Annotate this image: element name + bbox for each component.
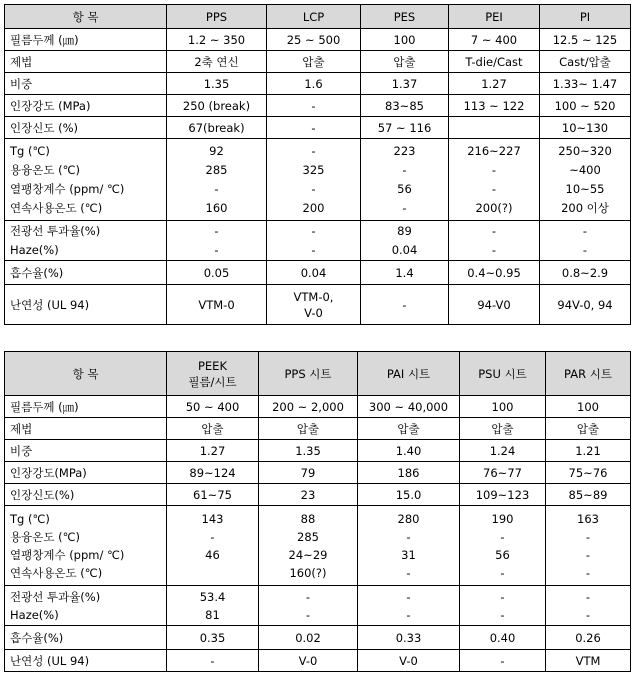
cell: -	[585, 565, 591, 580]
cell-group	[267, 221, 361, 261]
row-label: 필름두께 (㎛)	[5, 396, 167, 418]
cell: 83~85	[361, 95, 449, 117]
cell: 50 ~ 400	[167, 396, 259, 418]
cell: 0.4~0.95	[449, 261, 540, 285]
header-cell: LCP	[267, 5, 361, 29]
cell: 190	[491, 511, 514, 526]
row-label: 필름두께 (㎛)	[5, 29, 167, 51]
cell: 1.6	[267, 73, 361, 95]
cell: Cast/압출	[540, 51, 631, 73]
cell: 56	[397, 181, 412, 196]
cell-group	[167, 586, 259, 626]
cell-group	[460, 506, 546, 586]
cell-group	[460, 586, 546, 626]
cell: VTM	[546, 650, 631, 672]
header-cell: PAR 시트	[546, 352, 631, 396]
cell: -	[500, 589, 505, 604]
cell: 1.27	[449, 73, 540, 95]
cell: 61~75	[167, 484, 259, 506]
cell: -	[167, 650, 259, 672]
row-flammability	[5, 285, 631, 325]
cell: 325	[302, 162, 325, 177]
cell: -	[491, 242, 497, 257]
cell: 25 ~ 500	[267, 29, 361, 51]
cell: V-0	[358, 650, 460, 672]
cell: -	[361, 285, 449, 325]
cell: -	[267, 95, 361, 117]
row-label: Tg (℃)	[10, 143, 50, 158]
row-method	[5, 418, 631, 440]
header-cell: PSU 시트	[460, 352, 546, 396]
cell: -	[402, 162, 407, 177]
cell: 0.05	[167, 261, 267, 285]
cell: 285	[205, 162, 228, 177]
row-water-absorption	[5, 626, 631, 650]
cell: 56	[495, 547, 510, 562]
cell: -	[406, 529, 411, 544]
row-label: 인장강도(MPa)	[5, 462, 167, 484]
cell: 0.8~2.9	[540, 261, 631, 285]
cell: 81	[205, 607, 220, 622]
cell: -	[406, 607, 411, 622]
cell-group	[540, 139, 631, 221]
cell: 89	[397, 223, 412, 238]
row-film-thickness	[5, 29, 631, 51]
row-label: 비중	[5, 440, 167, 462]
row-water-absorption	[5, 261, 631, 285]
cell-group	[449, 221, 540, 261]
row-label: 제법	[5, 51, 167, 73]
cell: 1.35	[259, 440, 358, 462]
cell: -	[305, 607, 311, 622]
cell: 1.40	[358, 440, 460, 462]
cell: 10~55	[565, 181, 605, 196]
row-label-group	[5, 506, 167, 586]
properties-table-1	[4, 4, 631, 325]
cell: -	[214, 223, 219, 238]
cell: 250~320	[558, 143, 612, 158]
row-optical	[5, 586, 631, 626]
row-label: 전광선 투과율(%)	[10, 589, 101, 604]
row-label: 열팽창계수 (ppm/ ℃)	[10, 181, 125, 196]
row-label-group	[5, 221, 167, 261]
row-label: Tg (℃)	[10, 511, 50, 526]
cell: 압출	[267, 51, 361, 73]
cell-group	[167, 221, 267, 261]
cell: -	[311, 223, 316, 238]
cell: 24~29	[288, 547, 328, 562]
row-label: 용융온도 (℃)	[10, 529, 80, 544]
cell: -	[585, 547, 591, 562]
row-label-group	[5, 139, 167, 221]
header-row	[5, 352, 631, 396]
cell: 31	[401, 547, 416, 562]
cell-group	[449, 139, 540, 221]
cell: 1.35	[167, 73, 267, 95]
cell: 1.27	[167, 440, 259, 462]
cell: 100 ~ 520	[540, 95, 631, 117]
header-line: PEEK	[197, 358, 227, 373]
row-elongation	[5, 117, 631, 139]
cell: 88	[300, 511, 316, 526]
cell: 0.04	[391, 242, 418, 257]
cell-group	[361, 139, 449, 221]
cell: ~400	[569, 162, 601, 177]
cell-group	[259, 506, 358, 586]
cell: 1.24	[460, 440, 546, 462]
cell: 1.37	[361, 73, 449, 95]
row-flammability	[5, 650, 631, 672]
cell: -	[500, 529, 505, 544]
cell: V-0	[259, 650, 358, 672]
cell: 0.40	[460, 626, 546, 650]
row-label: 난연성 (UL 94)	[5, 285, 167, 325]
cell-group	[167, 139, 267, 221]
cell: 23	[259, 484, 358, 506]
cell: 압출	[361, 51, 449, 73]
row-label: Haze(%)	[10, 607, 59, 622]
cell-group	[546, 586, 631, 626]
cell: 94V-0, 94	[540, 285, 631, 325]
cell: 300 ~ 40,000	[358, 396, 460, 418]
header-cell: PPS	[167, 5, 267, 29]
cell: 160(?)	[289, 565, 327, 580]
cell: 0.04	[267, 261, 361, 285]
cell: 0.35	[167, 626, 259, 650]
cell: 1.21	[546, 440, 631, 462]
cell: 92	[209, 143, 224, 158]
row-label: 인장신도 (%)	[5, 117, 167, 139]
header-cell: PES	[361, 5, 449, 29]
cell-group	[358, 586, 460, 626]
cell: 압출	[358, 418, 460, 440]
cell: 109~123	[460, 484, 546, 506]
cell: 216~227	[467, 143, 521, 158]
cell: 15.0	[358, 484, 460, 506]
cell: 1.33~ 1.47	[540, 73, 631, 95]
cell: 12.5 ~ 125	[540, 29, 631, 51]
cell: 압출	[167, 418, 259, 440]
row-label: 전광선 투과율(%)	[10, 223, 101, 238]
row-gravity	[5, 440, 631, 462]
cell-group	[546, 506, 631, 586]
cell: 285	[297, 529, 319, 544]
cell-group	[167, 506, 259, 586]
header-cell	[167, 352, 259, 396]
row-thermal	[5, 139, 631, 221]
cell: -	[585, 529, 591, 544]
cell: 223	[393, 143, 416, 158]
cell: -	[491, 223, 497, 238]
header-cell: PI	[540, 5, 631, 29]
cell: 200(?)	[475, 200, 513, 215]
cell: 0.02	[259, 626, 358, 650]
cell: 압출	[546, 418, 631, 440]
cell: 100	[361, 29, 449, 51]
cell: -	[214, 181, 219, 196]
cell: 2축 연신	[167, 51, 267, 73]
cell: -	[500, 565, 505, 580]
cell: 100	[546, 396, 631, 418]
row-label: 제법	[5, 418, 167, 440]
row-label: Haze(%)	[10, 242, 59, 257]
cell: V-0	[304, 305, 323, 320]
header-cell: PPS 시트	[259, 352, 358, 396]
cell: 160	[205, 200, 228, 215]
cell: -	[491, 162, 497, 177]
row-tensile-strength	[5, 462, 631, 484]
cell: 163	[577, 511, 599, 526]
row-thermal	[5, 506, 631, 586]
cell: 7 ~ 400	[449, 29, 540, 51]
cell: 113 ~ 122	[449, 95, 540, 117]
header-cell: PAI 시트	[358, 352, 460, 396]
cell: -	[460, 650, 546, 672]
cell: -	[406, 589, 411, 604]
cell: 1.4	[361, 261, 449, 285]
header-cell: 항 목	[5, 352, 167, 396]
cell: VTM-0	[167, 285, 267, 325]
cell: 67(break)	[167, 117, 267, 139]
cell: 76~77	[460, 462, 546, 484]
cell: -	[214, 242, 219, 257]
row-label: 열팽창계수 (ppm/ ℃)	[10, 547, 125, 562]
cell-group	[259, 586, 358, 626]
row-label: 용융온도 (℃)	[10, 162, 80, 177]
cell: 53.4	[199, 589, 226, 604]
cell: VTM-0,	[293, 289, 334, 304]
row-tensile-strength	[5, 95, 631, 117]
row-label: 흡수율(%)	[5, 626, 167, 650]
cell: -	[585, 589, 591, 604]
header-line: 필름/시트	[188, 374, 237, 389]
properties-table-2	[4, 351, 631, 672]
row-method	[5, 51, 631, 73]
cell: -	[582, 242, 588, 257]
cell: 85~89	[546, 484, 631, 506]
cell-group	[267, 285, 361, 325]
cell-group	[267, 139, 361, 221]
header-cell: 항 목	[5, 5, 167, 29]
cell: -	[210, 529, 215, 544]
cell: 0.33	[358, 626, 460, 650]
cell: 143	[201, 511, 224, 526]
cell: 79	[259, 462, 358, 484]
row-elongation	[5, 484, 631, 506]
header-row	[5, 5, 631, 29]
cell: 0.26	[546, 626, 631, 650]
cell-group	[358, 506, 460, 586]
row-film-thickness	[5, 396, 631, 418]
cell: 94-V0	[449, 285, 540, 325]
cell: 200 ~ 2,000	[259, 396, 358, 418]
cell: -	[582, 223, 588, 238]
cell: -	[311, 143, 316, 158]
row-gravity	[5, 73, 631, 95]
cell: 250 (break)	[167, 95, 267, 117]
cell	[449, 117, 540, 139]
row-label: 인장강도 (MPa)	[5, 95, 167, 117]
cell: 200 이상	[561, 200, 609, 215]
cell: -	[311, 242, 316, 257]
row-label: 난연성 (UL 94)	[5, 650, 167, 672]
row-label: 인장신도(%)	[5, 484, 167, 506]
cell: 89~124	[167, 462, 259, 484]
cell: 1.2 ~ 350	[167, 29, 267, 51]
cell: T-die/Cast	[449, 51, 540, 73]
header-cell: PEI	[449, 5, 540, 29]
cell: 75~76	[546, 462, 631, 484]
cell	[169, 564, 256, 582]
cell: -	[402, 200, 407, 215]
cell: 10~130	[540, 117, 631, 139]
cell: 압출	[259, 418, 358, 440]
cell: 280	[397, 511, 420, 526]
cell: 100	[460, 396, 546, 418]
cell: 186	[358, 462, 460, 484]
cell: -	[585, 607, 591, 622]
cell: -	[267, 117, 361, 139]
cell: 압출	[460, 418, 546, 440]
cell-group	[361, 221, 449, 261]
row-label: 연속사용온도 (℃)	[10, 565, 103, 580]
row-label: 비중	[5, 73, 167, 95]
row-label: 흡수율(%)	[5, 261, 167, 285]
cell-group	[540, 221, 631, 261]
row-label-group	[5, 586, 167, 626]
cell: -	[500, 607, 505, 622]
cell: -	[491, 181, 497, 196]
cell: 57 ~ 116	[361, 117, 449, 139]
row-optical	[5, 221, 631, 261]
cell: 46	[205, 547, 220, 562]
cell: 200	[302, 200, 325, 215]
cell: -	[406, 565, 411, 580]
cell: -	[305, 589, 311, 604]
cell: -	[311, 181, 316, 196]
row-label: 연속사용온도 (℃)	[10, 200, 103, 215]
